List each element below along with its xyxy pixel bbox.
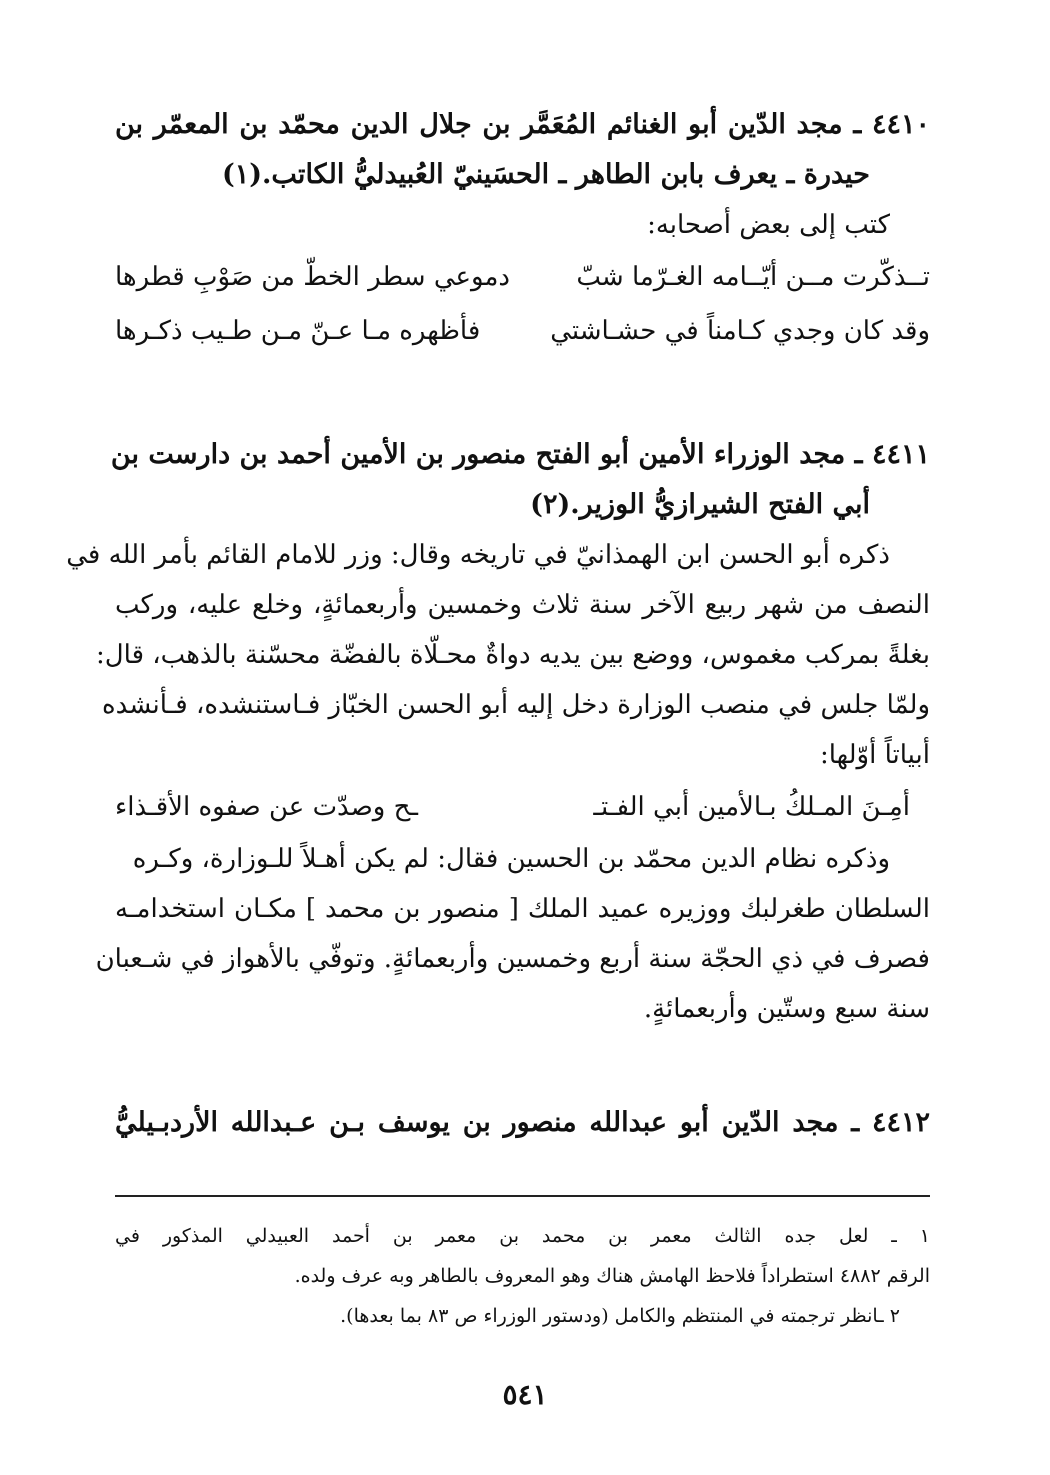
verse-first-hemistich: تــذكّرت مــن أيّــامه الغـرّما شبّ [576, 262, 930, 292]
paragraph-line: سنة سبع وستّين وأربعمائةٍ. [643, 994, 930, 1024]
paragraph-line: بغلةً بمركب مغموس، ووضع بين يديه دواةٌ محـلّاة بالفضّة محسّنة بالذهب، قال: [96, 640, 930, 670]
entry-4410 [115, 100, 930, 358]
paragraph-line: النصف من شهر ربيع الآخر سنة ثلاث وخمسين وأربعمائةٍ، وخلع عليه، وركب [115, 590, 930, 620]
paragraph-line: ولمّا جلس في منصب الوزارة دخل إليه أبو الحسن الخبّاز فـاستنشده، فـأنشده [102, 690, 930, 720]
footnote-line: ٢ ـانظر ترجمته في المنتظم والكامل (ودستور الوزراء ص ٨٣ بما بعدها). [340, 1305, 900, 1327]
footnote-line: ١ ـ لعل جده الثالث معمر بن محمد بن معمر بن أحمد العبيدلي المذكور في [115, 1225, 930, 1247]
verse-line [115, 304, 930, 358]
verse-line [115, 780, 930, 834]
footnotes [115, 1216, 930, 1336]
entry-heading-continuation: أبي الفتح الشيرازيُّ الوزير.(٢) [530, 489, 870, 520]
page-number: ٥٤١ [502, 1378, 548, 1411]
entry-intro: كتب إلى بعض أصحابه: [647, 210, 890, 240]
entry-4411 [66, 430, 930, 1034]
verse-first-hemistich: أمِـنَ المـلكُ بـالأمين أبي الفـتـ [593, 792, 910, 822]
entry-heading: ٤٤١٠ ـ مجد الدّين أبو الغنائم المُعَمَّر بن جلال الدين محمّد بن المعمّر بن [115, 109, 930, 140]
entry-heading-continuation: حيدرة ـ يعرف بابن الطاهر ـ الحسَينيّ العُبيدليُّ الكاتب.(١) [221, 159, 870, 190]
entry-heading: ٤٤١٢ ـ مجد الدّين أبو عبدالله منصور بن يوسف بـن عـبدالله الأردبـيليُّ [115, 1107, 930, 1138]
paragraph-line: ذكره أبو الحسن ابن الهمذانيّ في تاريخه وقال: وزر للامام القائم بأمر الله في [66, 540, 890, 570]
verse-line [115, 250, 930, 304]
paragraph-line: السلطان طغرلبك ووزيره عميد الملك [ منصور بن محمد ] مكـان استخدامـه [115, 894, 930, 924]
verse-second-hemistich: فأظهره مـا عـنّ مـن طـيب ذكـرها [115, 316, 481, 346]
verse-first-hemistich: وقد كان وجدي كـامناً في حشـاشتي [550, 316, 930, 346]
verse-second-hemistich: دموعي سطر الخطّ من صَوْبِ قطرها [115, 262, 510, 292]
entry-heading: ٤٤١١ ـ مجد الوزراء الأمين أبو الفتح منصور بن الأمين أحمد بن دارست بن [110, 439, 930, 470]
entry-4412 [115, 1098, 930, 1148]
verse-second-hemistich: ـح وصدّت عن صفوه الأقـذاء [115, 792, 418, 822]
paragraph-line: وذكره نظام الدين محمّد بن الحسين فقال: لم يكن أهـلاً للـوزارة، وكـره [132, 844, 890, 874]
footnote-line: الرقم ٤٨٨٢ استطراداً فلاحظ الهامش هناك وهو المعروف بالطاهر وبه عرف ولده. [294, 1265, 930, 1287]
paragraph-line: فصرف في ذي الحجّة سنة أربع وخمسين وأربعمائةٍ. وتوفّي بالأهواز في شـعبان [95, 944, 930, 974]
paragraph-line: أبياتاً أوّلها: [819, 740, 930, 770]
footnote-separator [115, 1195, 930, 1197]
